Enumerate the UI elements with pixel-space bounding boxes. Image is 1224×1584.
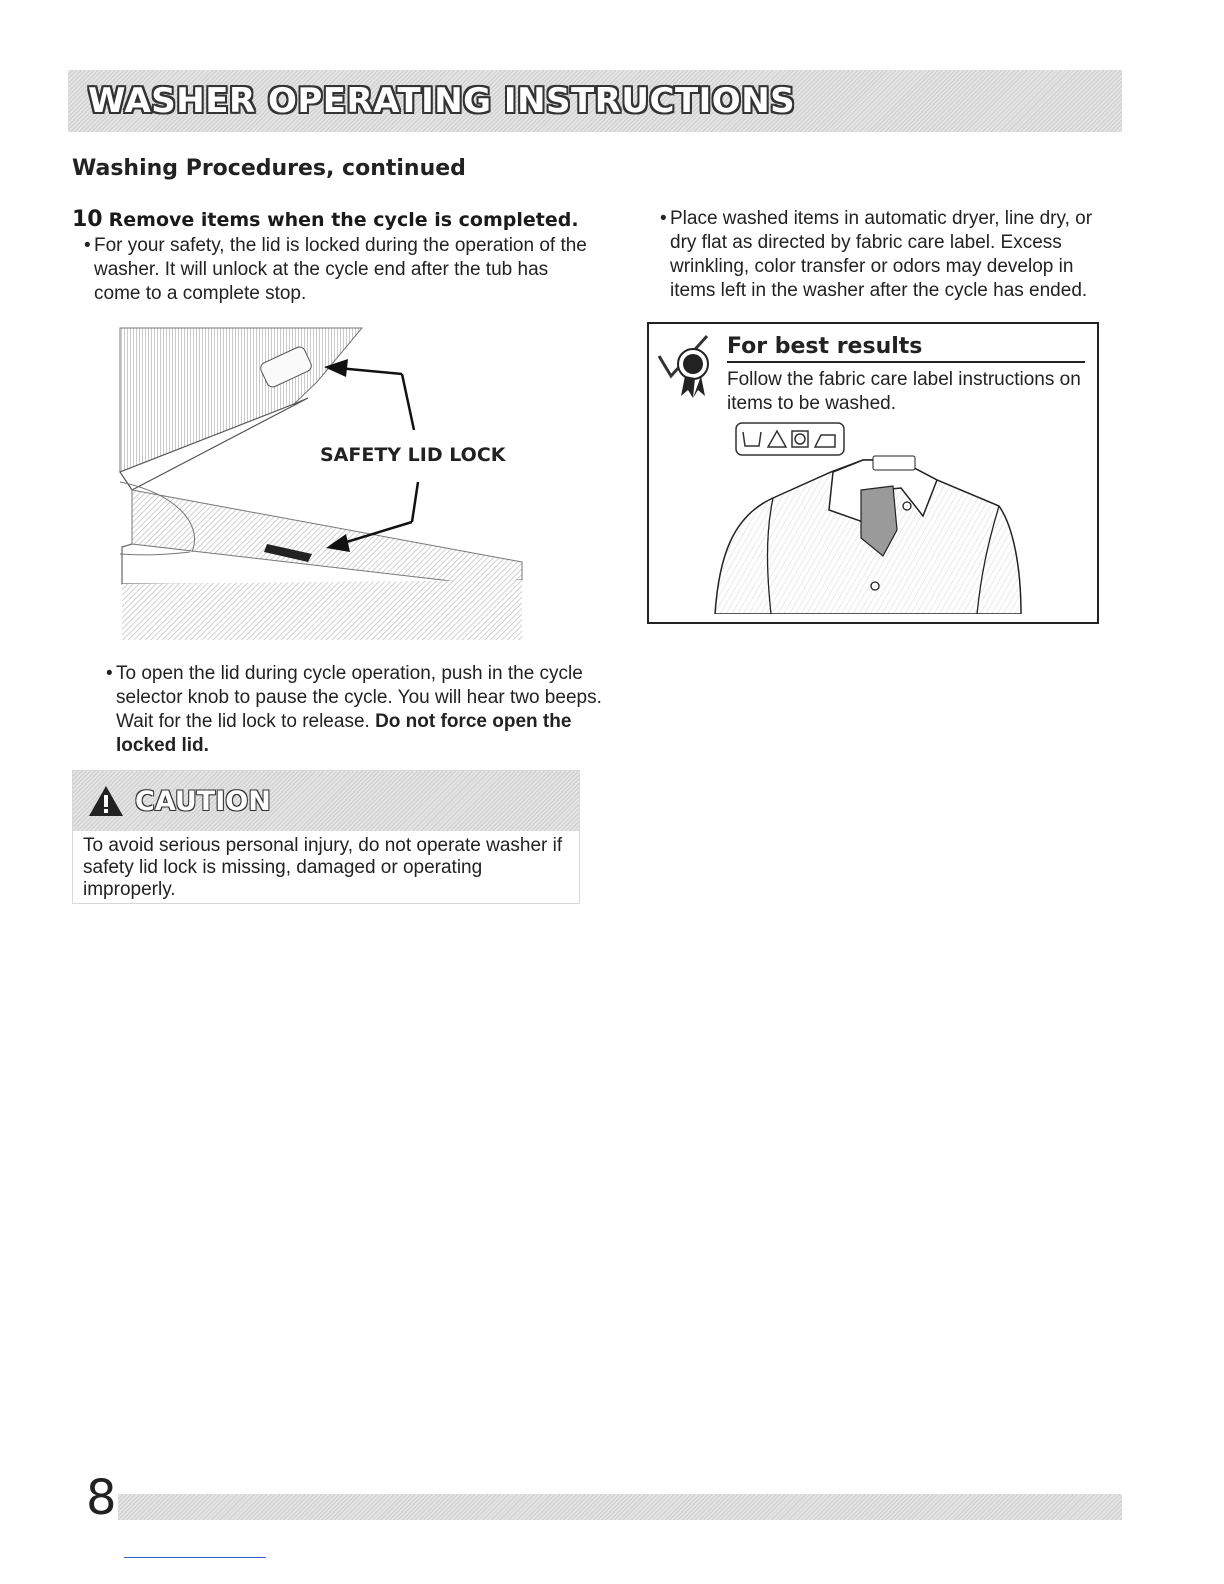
caution-header <box>73 771 579 831</box>
best-results-title: For best results <box>727 334 1085 363</box>
step-heading <box>72 207 592 232</box>
best-results-text: Follow the fabric care label instructions on items to be washed. <box>727 369 1081 414</box>
right-column <box>648 207 1108 303</box>
open-lid-bullet <box>94 662 602 758</box>
footer-band <box>118 1494 1122 1520</box>
page-number: 8 <box>86 1470 117 1526</box>
award-ribbon-icon <box>655 330 723 400</box>
open-lid-warning: Do not force open the locked lid. <box>116 711 572 756</box>
best-results-box <box>647 322 1099 624</box>
shirt-illustration <box>713 446 1029 614</box>
section-title: Washing Procedures, continued <box>72 156 466 181</box>
lid-lock-bullet: • For your safety, the lid is locked during the operation of the washer. It will unlock at the cycle end after the tub has come to a complete stop. <box>72 234 592 306</box>
step-number: 10 <box>72 207 103 232</box>
page-header-title: WASHER OPERATING INSTRUCTIONS <box>88 81 796 121</box>
warning-triangle-icon <box>87 784 125 818</box>
dry-items-bullet: • Place washed items in automatic dryer, line dry, or dry flat as directed by fabric care label. Excess wrinkling, color transfer or odors may develop in items left in the washer after the cycle has ended. <box>648 207 1108 303</box>
caution-box <box>72 770 580 904</box>
caution-title: CAUTION <box>135 785 271 817</box>
caution-text: To avoid serious personal injury, do not operate washer if safety lid lock is missing, damaged or operating improperly. <box>83 835 563 900</box>
left-column <box>72 207 592 306</box>
safety-lid-lock-label: SAFETY LID LOCK <box>320 444 506 466</box>
step-heading-text: Remove items when the cycle is completed. <box>108 209 579 231</box>
safety-lid-lock-illustration <box>112 322 532 640</box>
open-lid-text: To open the lid during cycle operation, push in the cycle selector knob to pause the cycle. You will hear two beeps. Wait for the lid lock to release. <box>116 663 602 732</box>
footer-rule <box>124 1557 266 1558</box>
header-band <box>68 70 1122 132</box>
